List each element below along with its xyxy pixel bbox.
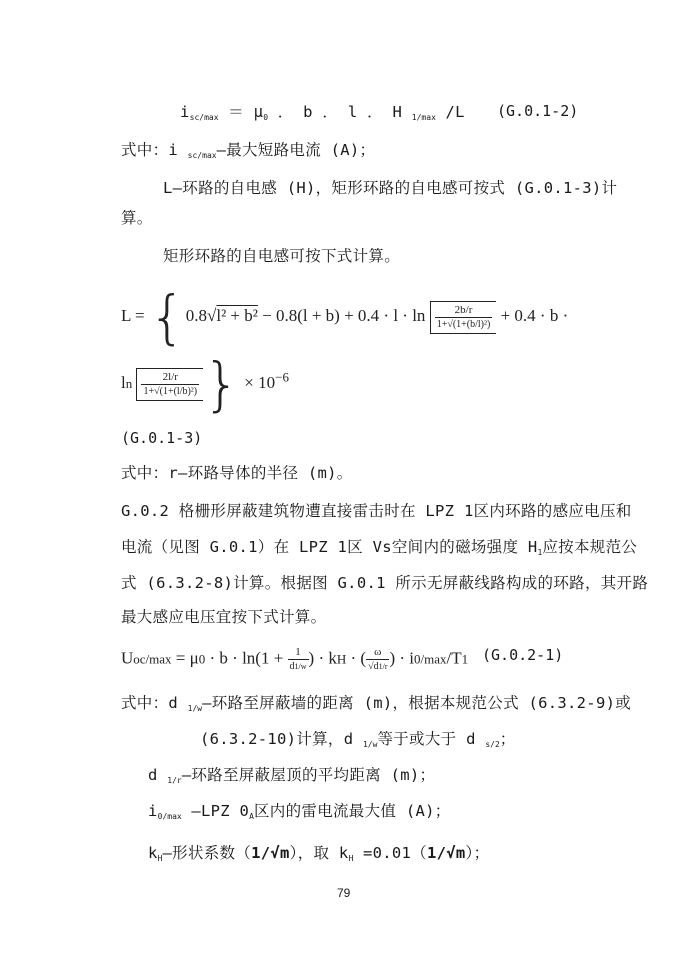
paragraph-g02-line3: 式 (6.3.2-8)计算。根据图 G.0.1 所示无屏蔽线路构成的环路，其开路 <box>121 574 649 592</box>
text-line-l-def: L—环路的自电感 (H)，矩形环路的自电感可按式 (G.0.1-3)计 <box>163 179 618 197</box>
right-brace: } <box>203 350 241 418</box>
text-line-r-def: 式中：r—环路导体的半径 (m)。 <box>121 464 353 482</box>
paragraph-g02-line2: 电流（见图 G.0.1）在 LPZ 1区 Vs空间内的磁场强度 $H_1$应按本规范公 <box>121 538 638 557</box>
text-line-d1r: d $_{1/r}$—环路至屏蔽屋顶的平均距离 (m)； <box>148 766 436 785</box>
text-line-l-def-cont: 算。 <box>121 209 153 227</box>
text-line-i0max: $i_{0/max}$ —LPZ $0_A$区内的雷电流最大值 (A)； <box>148 802 451 821</box>
text-line-kh: $k_H—$形状系数（1/√m），取 $k_H =0.01(1/√m)$； <box>148 844 490 863</box>
equation-ref-g021: (G.0.2-1) <box>482 646 564 664</box>
bracket-ln2: $\frac{2l/r}{\text{1+√(1+(l/b)²)}}$ <box>136 368 203 401</box>
equation-g012: $i_{sc/max} = \mu_0$ ． b ． l ． H $_{1/max}$ /L <box>180 103 465 122</box>
bracket-ln1: $\frac{2b/r}{\text{1+√(1+(b/l)²)}}$ <box>430 301 497 334</box>
text-line-d1w: 式中：d $_{1/w}$—环路至屏蔽墙的距离 (m)，根据本规范公式 (6.3.2-9)或 <box>121 694 632 713</box>
equation-ref-g012: (G.0.1-2) <box>497 102 579 120</box>
formula-inductance-line2: ln $\frac{2l/r}{\text{1+√(1+(l/b)²)}}$ } × $10^{-6}$ <box>121 350 289 418</box>
paragraph-g02-line4: 最大感应电压宜按下式计算。 <box>121 608 327 626</box>
left-brace: { <box>148 283 186 351</box>
text-line-isc: 式中：i $_{sc/max}$—最大短路电流 (A)； <box>121 141 376 160</box>
text-line-rect-loop: 矩形环路的自电感可按下式计算。 <box>163 247 401 265</box>
text-line-d1w-cont: (6.3.2-10)计算，d $_{1/w}$等于或大于 d $_{s/2}$； <box>200 730 516 749</box>
paragraph-g02-line1: G.0.2 格栅形屏蔽建筑物遭直接雷击时在 LPZ 1区内环路的感应电压和 <box>121 502 632 520</box>
formula-inductance-line1: L = {0.8√l² + b² − 0.8(l + b) + 0.4 · l · ln $\frac{2b/r}{\text{1+√(1+(b/l)²)}}$ + 0.4 · b · <box>121 283 569 351</box>
equation-ref-g013: (G.0.1-3) <box>121 429 203 447</box>
formula-uoc: Uoc/max = μ0 · b · ln(1 + $\frac{1}{d1/w}$ ) · kH · ( $\frac{\omega}{√d1/r}$ ) · i0/max/T1 <box>121 646 469 672</box>
page-number: 79 <box>337 886 351 900</box>
